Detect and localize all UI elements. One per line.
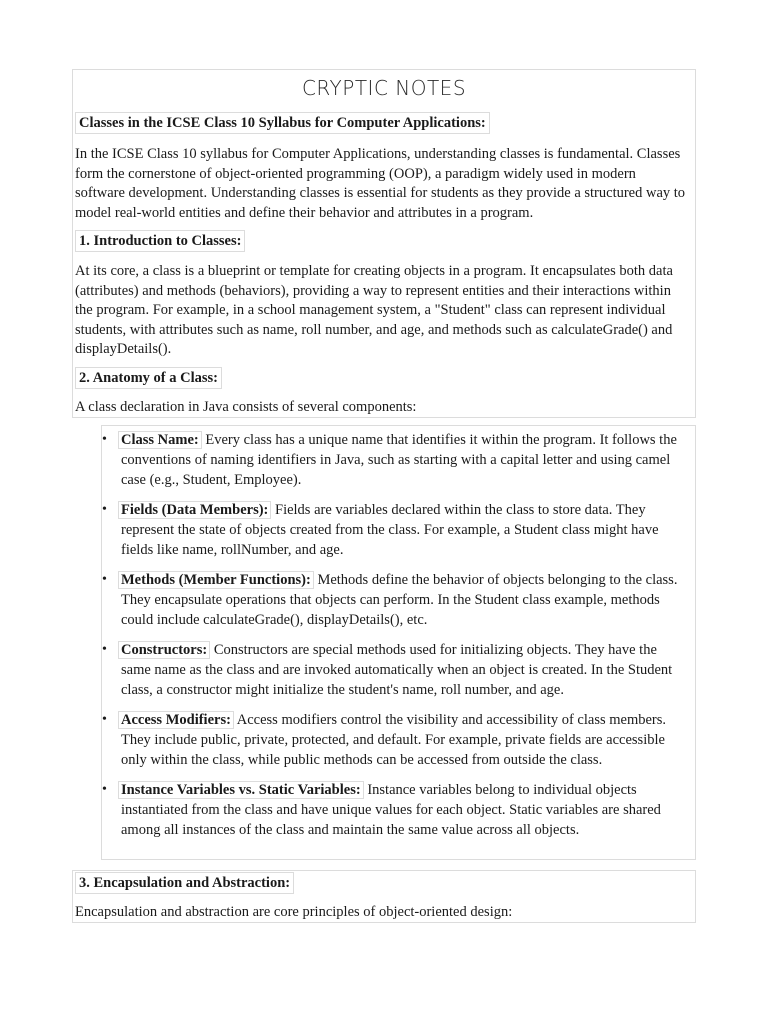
section2-heading: 2. Anatomy of a Class: xyxy=(75,367,222,389)
bullet-icon: • xyxy=(102,712,107,727)
component-description: Methods define the behavior of objects belonging to the class. They encapsulate operations that objects can perform. In the Student class example, methods could include calculateGrade(), displayDetails(), etc. xyxy=(121,572,678,628)
component-term: Methods (Member Functions): xyxy=(118,571,314,589)
component-term: Instance Variables vs. Static Variables: xyxy=(118,781,364,799)
section1-heading: 1. Introduction to Classes: xyxy=(75,230,245,252)
list-item xyxy=(101,780,695,840)
list-item xyxy=(101,500,695,560)
bullet-icon: • xyxy=(102,782,107,797)
document-title: CRYPTIC NOTES xyxy=(301,76,467,100)
bullet-icon: • xyxy=(102,572,107,587)
component-description: Fields are variables declared within the class to store data. They represent the state of objects created from the class. For example, a Student class might have fields like name, rollNumber, and age. xyxy=(121,502,659,558)
section2-paragraph: A class declaration in Java consists of several components: xyxy=(75,399,417,415)
list-item xyxy=(101,710,695,770)
section3-paragraph: Encapsulation and abstraction are core principles of object-oriented design: xyxy=(75,904,513,920)
bullet-icon: • xyxy=(102,432,107,447)
list-item xyxy=(101,640,695,700)
list-item xyxy=(101,570,695,630)
component-description: Access modifiers control the visibility and accessibility of class members. They include public, private, protected, and default. For example, private fields are accessible only within the class, while public methods can be accessed from outside the class. xyxy=(121,712,667,768)
component-term: Access Modifiers: xyxy=(118,711,234,729)
component-description: Constructors are special methods used for initializing objects. They have the same name as the class and are invoked automatically when an object is created. In the Student class, a constructor might initialize the student's name, roll number, and age. xyxy=(121,642,673,698)
component-term: Fields (Data Members): xyxy=(118,501,271,519)
section1-paragraph: At its core, a class is a blueprint or template for creating objects in a program. It encapsulates both data (attributes) and methods (behaviors), providing a way to represent entities and their interactions within the program. For example, in a school management system, a "Student" class can represent individual students, with attributes such as name, roll number, and age, and methods such as calculateGrade() and displayDetails(). xyxy=(75,263,673,357)
intro-paragraph: In the ICSE Class 10 syllabus for Computer Applications, understanding classes is fundamental. Classes form the cornerstone of object-oriented programming (OOP), a paradigm widely used in modern software development. Understanding classes is essential for students as they provide a structured way to model real-world entities and define their behavior and attributes in a program. xyxy=(75,146,686,221)
component-description: Every class has a unique name that identifies it within the program. It follows the conventions of naming identifiers in Java, such as starting with a capital letter and using camel case (e.g., Student, Employee). xyxy=(121,432,677,488)
main-heading: Classes in the ICSE Class 10 Syllabus for Computer Applications: xyxy=(75,112,490,134)
components-list xyxy=(101,430,695,850)
component-description: Instance variables belong to individual objects instantiated from the class and have unique values for each object. Static variables are shared among all instances of the class and maintain the same value across all objects. xyxy=(121,782,661,838)
component-term: Class Name: xyxy=(118,431,202,449)
bullet-icon: • xyxy=(102,642,107,657)
list-item xyxy=(101,430,695,490)
section3-heading: 3. Encapsulation and Abstraction: xyxy=(75,872,294,894)
component-term: Constructors: xyxy=(118,641,210,659)
bullet-icon: • xyxy=(102,502,107,517)
